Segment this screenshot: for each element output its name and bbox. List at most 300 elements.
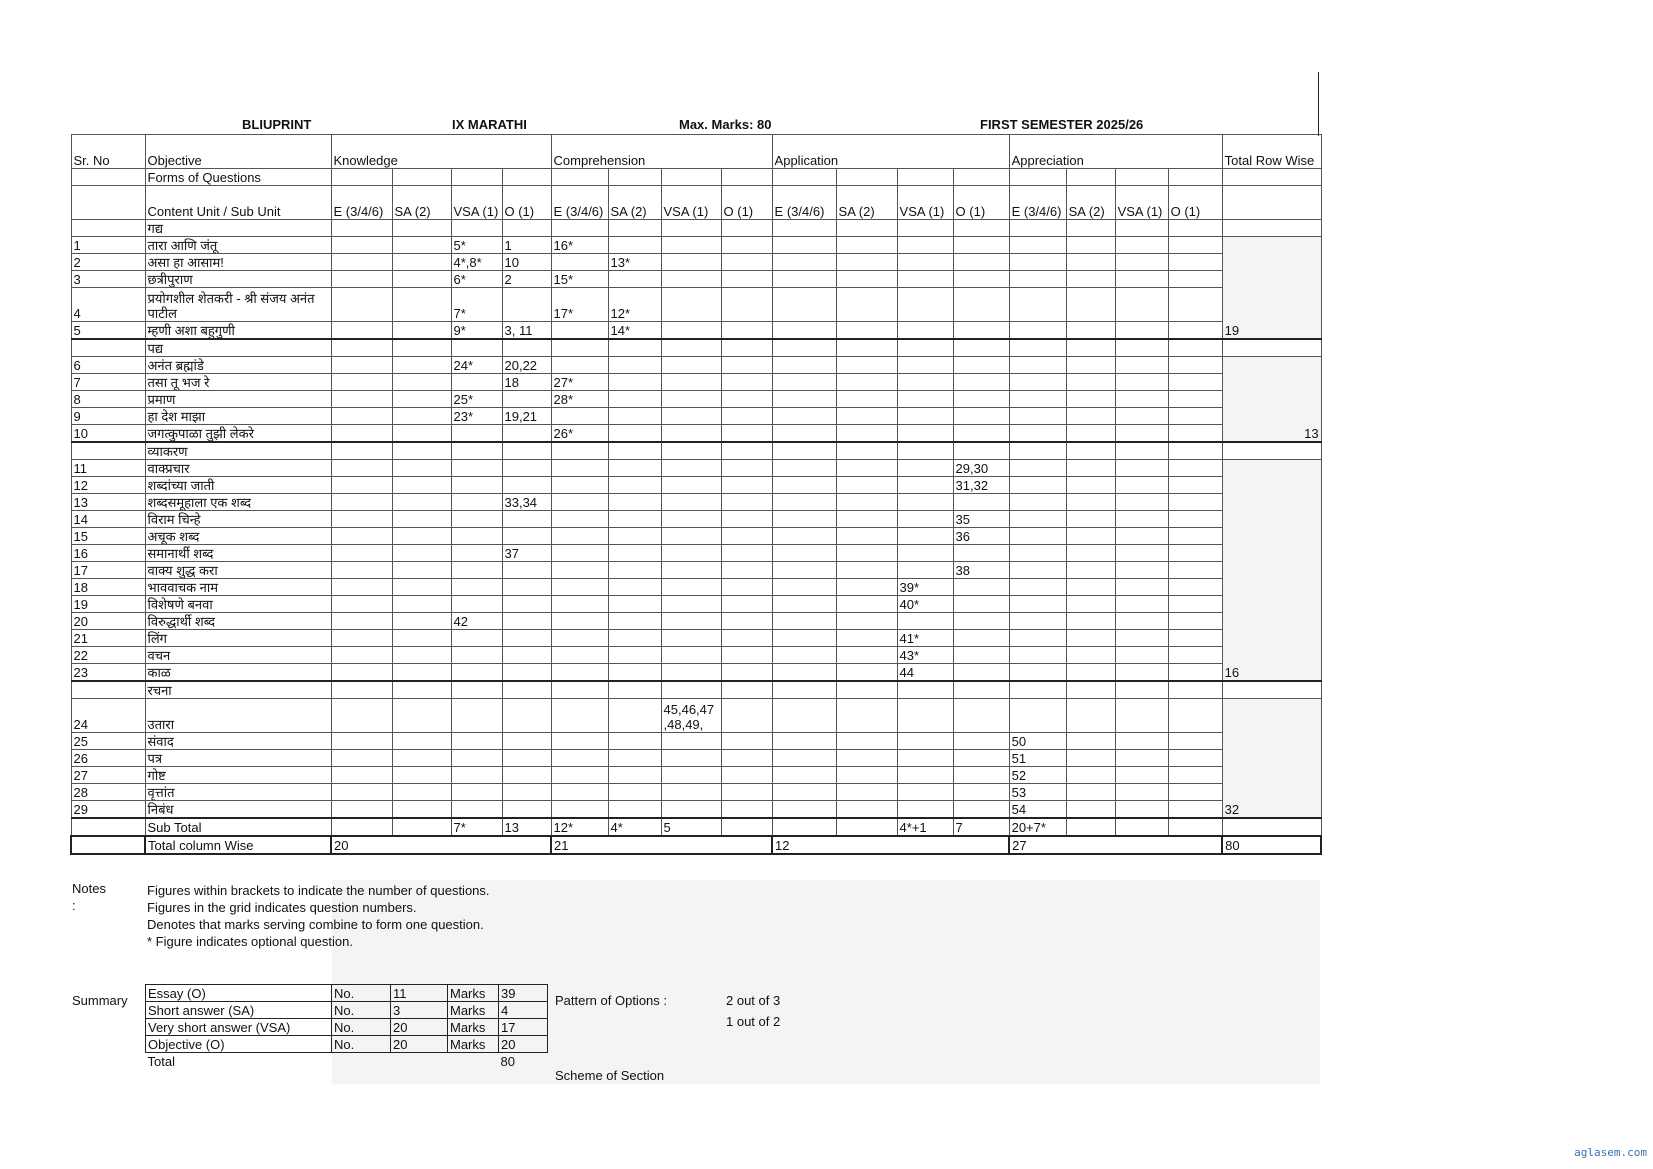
question-cell	[1168, 801, 1222, 819]
column-header: VSA (1)	[1115, 186, 1168, 220]
question-cell	[836, 322, 897, 340]
question-cell: 12*	[608, 288, 661, 322]
content-unit: भाववाचक नाम	[145, 579, 331, 596]
question-cell	[1009, 460, 1066, 477]
question-cell	[721, 477, 772, 494]
cell	[1168, 442, 1222, 460]
page-rule	[1318, 72, 1319, 136]
question-cell	[392, 664, 451, 682]
question-cell	[608, 562, 661, 579]
sr-no: 25	[71, 733, 145, 750]
question-cell	[1066, 511, 1115, 528]
question-cell	[1009, 630, 1066, 647]
question-cell	[1168, 357, 1222, 374]
question-cell	[1066, 767, 1115, 784]
sr-no: 16	[71, 545, 145, 562]
content-unit: निबंध	[145, 801, 331, 819]
question-cell	[661, 237, 721, 254]
cell	[897, 169, 953, 186]
question-cell	[897, 613, 953, 630]
question-cell	[1115, 767, 1168, 784]
question-cell	[1115, 528, 1168, 545]
question-cell	[1168, 699, 1222, 733]
question-cell	[897, 425, 953, 443]
question-cell	[608, 784, 661, 801]
question-cell	[451, 630, 502, 647]
cell	[1115, 169, 1168, 186]
question-cell	[1168, 460, 1222, 477]
content-unit: प्रमाण	[145, 391, 331, 408]
question-cell	[502, 784, 551, 801]
question-cell	[608, 494, 661, 511]
question-cell	[1009, 699, 1066, 733]
question-cell: 18	[502, 374, 551, 391]
question-cell	[1168, 254, 1222, 271]
summary-row	[146, 985, 548, 1002]
question-cell	[608, 664, 661, 682]
question-cell	[661, 784, 721, 801]
question-cell	[392, 528, 451, 545]
question-cell	[953, 579, 1009, 596]
question-cell	[551, 664, 608, 682]
question-cell: 9*	[451, 322, 502, 340]
question-cell	[502, 528, 551, 545]
cell	[1222, 818, 1321, 836]
question-cell	[1115, 596, 1168, 613]
summary-table	[145, 984, 548, 1069]
question-cell	[331, 596, 392, 613]
cell	[772, 169, 836, 186]
question-cell	[1115, 477, 1168, 494]
cell	[551, 220, 608, 237]
question-cell	[392, 425, 451, 443]
question-cell	[1115, 237, 1168, 254]
question-cell	[721, 288, 772, 322]
cell	[608, 169, 661, 186]
question-cell	[502, 613, 551, 630]
subtotal-cell: 7*	[451, 818, 502, 836]
column-header: E (3/4/6)	[551, 186, 608, 220]
question-cell	[661, 322, 721, 340]
question-cell	[1115, 322, 1168, 340]
sr-no: 15	[71, 528, 145, 545]
question-cell	[502, 288, 551, 322]
question-cell	[392, 801, 451, 819]
cell	[661, 339, 721, 357]
cell	[331, 169, 392, 186]
cell	[451, 442, 502, 460]
question-cell	[1168, 322, 1222, 340]
column-header: O (1)	[721, 186, 772, 220]
table-row	[71, 784, 1321, 801]
question-cell: 3, 11	[502, 322, 551, 340]
question-cell	[392, 391, 451, 408]
content-unit: संवाद	[145, 733, 331, 750]
sr-no: 2	[71, 254, 145, 271]
cell	[451, 339, 502, 357]
question-cell	[836, 647, 897, 664]
sr-no-header: Sr. No	[71, 135, 145, 169]
question-cell	[772, 647, 836, 664]
total-column-label: Total column Wise	[145, 836, 331, 854]
question-cell	[772, 699, 836, 733]
cell	[1222, 442, 1321, 460]
question-cell	[331, 664, 392, 682]
cell	[661, 220, 721, 237]
subtotal-cell: 20+7*	[1009, 818, 1066, 836]
question-cell	[392, 254, 451, 271]
content-unit: काळ	[145, 664, 331, 682]
content-unit: जगत्कुपाळा तुझी लेकरे	[145, 425, 331, 443]
question-cell	[772, 750, 836, 767]
question-cell	[1168, 750, 1222, 767]
forms-header: Forms of Questions	[145, 169, 331, 186]
question-cell	[1115, 494, 1168, 511]
question-cell	[721, 271, 772, 288]
cell	[772, 339, 836, 357]
question-cell	[1066, 494, 1115, 511]
question-cell	[897, 545, 953, 562]
sr-no: 14	[71, 511, 145, 528]
question-cell	[1115, 408, 1168, 425]
question-cell	[1115, 391, 1168, 408]
question-cell	[721, 784, 772, 801]
question-cell	[608, 801, 661, 819]
question-cell	[451, 528, 502, 545]
question-cell	[897, 784, 953, 801]
question-cell	[1115, 579, 1168, 596]
cell	[772, 220, 836, 237]
cell	[71, 169, 145, 186]
question-cell	[953, 733, 1009, 750]
question-cell	[1168, 408, 1222, 425]
question-cell	[502, 647, 551, 664]
question-cell	[331, 545, 392, 562]
content-unit: उतारा	[145, 699, 331, 733]
cell	[721, 442, 772, 460]
question-cell	[1168, 494, 1222, 511]
question-cell	[1009, 511, 1066, 528]
question-cell	[953, 391, 1009, 408]
cell	[451, 169, 502, 186]
question-cell	[897, 271, 953, 288]
question-cell	[721, 237, 772, 254]
question-cell	[392, 784, 451, 801]
cell	[1009, 220, 1066, 237]
subtotal-cell: 5	[661, 818, 721, 836]
table-row	[71, 647, 1321, 664]
question-cell	[721, 425, 772, 443]
question-cell: 17*	[551, 288, 608, 322]
cell	[661, 442, 721, 460]
cell	[1115, 681, 1168, 699]
content-unit: छत्रीपुराण	[145, 271, 331, 288]
question-cell	[608, 528, 661, 545]
table-row	[71, 699, 1321, 733]
cell	[608, 339, 661, 357]
question-cell	[331, 767, 392, 784]
question-cell	[451, 647, 502, 664]
summary-marks: 20	[499, 1036, 548, 1053]
question-cell	[1009, 237, 1066, 254]
table-row	[71, 528, 1321, 545]
summary-total-marks: 80	[500, 1053, 515, 1069]
question-cell	[1009, 647, 1066, 664]
question-cell	[721, 562, 772, 579]
cell	[551, 169, 608, 186]
sr-no: 22	[71, 647, 145, 664]
table-row	[71, 374, 1321, 391]
note-line: Denotes that marks serving combine to form one question.	[147, 917, 484, 932]
scheme-label: Scheme of Section	[555, 1068, 665, 1083]
question-cell	[661, 254, 721, 271]
question-cell	[953, 288, 1009, 322]
question-cell	[1066, 254, 1115, 271]
cell	[836, 220, 897, 237]
question-cell	[392, 750, 451, 767]
question-cell	[721, 460, 772, 477]
question-cell	[331, 579, 392, 596]
cell	[772, 442, 836, 460]
question-cell	[451, 579, 502, 596]
question-cell	[721, 374, 772, 391]
question-cell	[897, 391, 953, 408]
question-cell	[897, 374, 953, 391]
cell	[551, 681, 608, 699]
column-header: VSA (1)	[661, 186, 721, 220]
question-cell	[661, 733, 721, 750]
cell	[1009, 339, 1066, 357]
sr-no: 19	[71, 596, 145, 613]
question-cell	[721, 630, 772, 647]
row-total: 13	[1222, 357, 1321, 443]
question-cell	[608, 271, 661, 288]
column-header: SA (2)	[1066, 186, 1115, 220]
question-cell	[661, 613, 721, 630]
question-cell	[661, 271, 721, 288]
question-cell	[1009, 664, 1066, 682]
content-unit: विराम चिन्हे	[145, 511, 331, 528]
question-cell	[1115, 357, 1168, 374]
subtotal-cell: 4*	[608, 818, 661, 836]
question-cell	[661, 494, 721, 511]
column-header: O (1)	[502, 186, 551, 220]
question-cell	[1115, 699, 1168, 733]
question-cell	[772, 733, 836, 750]
question-cell	[392, 511, 451, 528]
comprehension-header: Comprehension	[551, 135, 772, 169]
question-cell	[451, 494, 502, 511]
question-cell	[1009, 562, 1066, 579]
question-cell	[772, 460, 836, 477]
question-cell	[661, 288, 721, 322]
subtotal-cell	[331, 818, 392, 836]
question-cell	[953, 425, 1009, 443]
summary-marks-label: Marks	[448, 985, 499, 1002]
question-cell	[953, 322, 1009, 340]
cell	[953, 442, 1009, 460]
question-cell	[661, 630, 721, 647]
content-unit: तसा तू भज रे	[145, 374, 331, 391]
question-cell	[836, 801, 897, 819]
sr-no: 21	[71, 630, 145, 647]
sr-no: 5	[71, 322, 145, 340]
cell	[897, 339, 953, 357]
question-cell	[392, 613, 451, 630]
question-cell	[721, 733, 772, 750]
table-row	[71, 237, 1321, 254]
question-cell	[897, 767, 953, 784]
question-cell	[721, 579, 772, 596]
pattern-option-2: 1 out of 2	[726, 1014, 781, 1029]
note-line: * Figure indicates optional question.	[147, 934, 353, 949]
content-unit: अचूक शब्द	[145, 528, 331, 545]
comprehension-total: 21	[551, 836, 772, 854]
question-cell	[1009, 545, 1066, 562]
cell	[331, 339, 392, 357]
header-row-forms	[71, 169, 1321, 186]
sr-no: 6	[71, 357, 145, 374]
cell	[897, 681, 953, 699]
question-cell	[1168, 664, 1222, 682]
question-cell	[392, 408, 451, 425]
question-cell	[451, 460, 502, 477]
subtotal-cell	[1115, 818, 1168, 836]
question-cell	[661, 357, 721, 374]
question-cell	[551, 733, 608, 750]
question-cell: 33,34	[502, 494, 551, 511]
question-cell	[953, 613, 1009, 630]
question-cell	[1168, 528, 1222, 545]
question-cell	[392, 545, 451, 562]
summary-no: 20	[391, 1036, 448, 1053]
question-cell	[331, 647, 392, 664]
question-cell	[953, 357, 1009, 374]
column-header: VSA (1)	[451, 186, 502, 220]
question-cell	[331, 801, 392, 819]
question-cell	[451, 801, 502, 819]
pattern-option-1: 2 out of 3	[726, 993, 781, 1008]
question-cell	[836, 408, 897, 425]
cell	[721, 681, 772, 699]
question-cell	[1115, 374, 1168, 391]
question-cell	[772, 408, 836, 425]
table-row	[71, 271, 1321, 288]
subtotal-cell	[1168, 818, 1222, 836]
question-cell	[551, 767, 608, 784]
question-cell	[1066, 664, 1115, 682]
question-cell	[1009, 494, 1066, 511]
question-cell	[392, 699, 451, 733]
question-cell	[1009, 288, 1066, 322]
question-cell: 2	[502, 271, 551, 288]
question-cell	[502, 630, 551, 647]
content-unit: समानार्थी शब्द	[145, 545, 331, 562]
cell	[71, 186, 145, 220]
question-cell	[772, 477, 836, 494]
question-cell	[451, 733, 502, 750]
subtotal-cell	[772, 818, 836, 836]
question-cell	[1115, 511, 1168, 528]
notes-label: Notes :	[72, 881, 106, 913]
sr-no: 3	[71, 271, 145, 288]
table-row	[71, 477, 1321, 494]
column-header: SA (2)	[608, 186, 661, 220]
question-cell	[772, 767, 836, 784]
question-cell	[502, 579, 551, 596]
semester: FIRST SEMESTER 2025/26	[980, 117, 1144, 132]
summary-marks-label: Marks	[448, 1019, 499, 1036]
cell	[1222, 169, 1321, 186]
question-cell	[836, 545, 897, 562]
question-cell	[551, 254, 608, 271]
column-header: VSA (1)	[897, 186, 953, 220]
sr-no: 8	[71, 391, 145, 408]
question-cell	[1066, 750, 1115, 767]
question-cell: 7*	[451, 288, 502, 322]
content-unit: प्रयोगशील शेतकरी - श्री संजय अनंत पाटील	[145, 288, 331, 322]
question-cell	[1009, 408, 1066, 425]
application-header: Application	[772, 135, 1009, 169]
cell	[502, 681, 551, 699]
content-unit-header: Content Unit / Sub Unit	[145, 186, 331, 220]
subtotal-row	[71, 818, 1321, 836]
question-cell	[608, 647, 661, 664]
question-cell	[836, 528, 897, 545]
question-cell: 1	[502, 237, 551, 254]
summary-label: Summary	[72, 993, 128, 1008]
question-cell	[897, 357, 953, 374]
cell	[392, 442, 451, 460]
question-cell: 26*	[551, 425, 608, 443]
pattern-label: Pattern of Options :	[555, 993, 668, 1008]
question-cell	[551, 511, 608, 528]
question-cell	[953, 801, 1009, 819]
question-cell	[721, 647, 772, 664]
question-cell	[1115, 562, 1168, 579]
question-cell	[551, 596, 608, 613]
question-cell	[1168, 579, 1222, 596]
question-cell: 15*	[551, 271, 608, 288]
question-cell: 27*	[551, 374, 608, 391]
question-cell: 25*	[451, 391, 502, 408]
question-cell	[661, 647, 721, 664]
cell	[661, 169, 721, 186]
section-row	[71, 681, 1321, 699]
question-cell	[392, 477, 451, 494]
question-cell	[1168, 391, 1222, 408]
question-cell	[1168, 237, 1222, 254]
cell	[392, 169, 451, 186]
question-cell	[331, 784, 392, 801]
question-cell	[897, 460, 953, 477]
summary-type: Objective (O)	[146, 1036, 332, 1053]
question-cell	[392, 596, 451, 613]
question-cell	[772, 288, 836, 322]
cell	[661, 681, 721, 699]
question-cell	[1066, 271, 1115, 288]
question-cell	[772, 562, 836, 579]
question-cell	[1168, 767, 1222, 784]
cell	[71, 339, 145, 357]
question-cell	[661, 511, 721, 528]
question-cell	[551, 494, 608, 511]
question-cell: 5*	[451, 237, 502, 254]
content-unit: लिंग	[145, 630, 331, 647]
sr-no: 24	[71, 699, 145, 733]
question-cell	[897, 750, 953, 767]
question-cell: 37	[502, 545, 551, 562]
